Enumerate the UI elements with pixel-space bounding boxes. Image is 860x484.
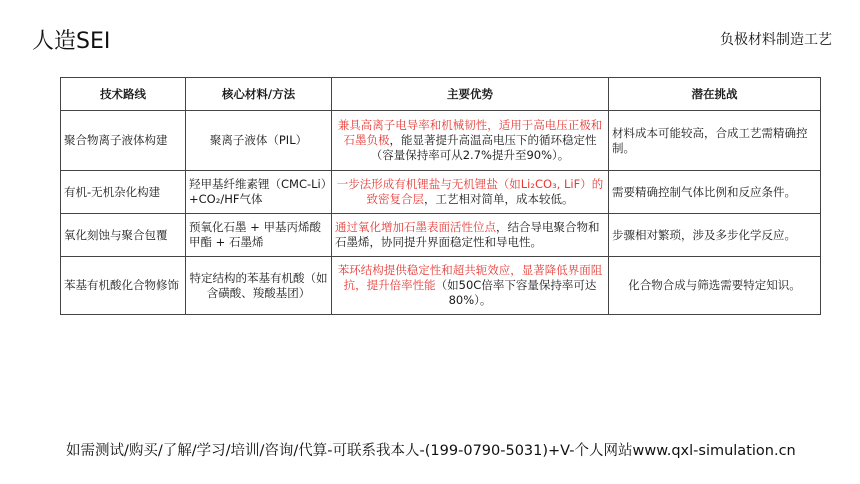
header-advantage: 主要优势 [332,78,609,111]
advantage-highlight: 一步法形成有机锂盐与无机锂盐（如Li₂CO₃, LiF）的致密复合层 [336,177,604,206]
slide-title: 人造SEI [32,29,111,54]
contact-footer: 如需测试/购买/了解/学习/培训/咨询/代算-可联系我本人-(199-0790-5031)+V-个人网站www.qxl-simulation.cn [66,443,796,459]
challenge-cell: 材料成本可能较高，合成工艺需精确控制。 [609,111,821,171]
table-row [61,111,821,171]
advantage-highlight: 通过氧化增加石墨表面活性位点 [335,220,496,234]
advantage-highlight: 苯环结构提供稳定性和超共轭效应，显著降低界面阻抗，提升倍率性能 [337,263,603,292]
table-row [61,171,821,214]
material-cell: 羟甲基纤维素锂（CMC-Li）+CO₂/HF气体 [186,171,332,214]
table-row [61,257,821,315]
challenge-cell: 需要精确控制气体比例和反应条件。 [609,171,821,214]
header-challenge: 潜在挑战 [609,78,821,111]
route-cell: 有机-无机杂化构建 [61,171,186,214]
header-route: 技术路线 [61,78,186,111]
advantage-text: （如50C倍率下容量保持率可达80%）。 [435,278,597,307]
route-cell: 氧化刻蚀与聚合包覆 [61,214,186,257]
route-cell: 聚合物离子液体构建 [61,111,186,171]
table-header-row [61,78,821,111]
advantage-cell [332,257,609,315]
advantage-text: ，能显著提升高温高电压下的循环稳定性（容量保持率可从2.7%提升至90%）。 [370,133,597,162]
advantage-highlight: 兼具高离子电导率和机械韧性，适用于高电压正极和石墨负极 [337,118,603,147]
comparison-table [60,77,821,315]
material-cell: 特定结构的苯基有机酸（如含磺酸、羧酸基团） [186,257,332,315]
route-cell: 苯基有机酸化合物修饰 [61,257,186,315]
slide-subject: 负极材料制造工艺 [720,32,832,48]
advantage-text: ，结合导电聚合物和石墨烯，协同提升界面稳定性和导电性。 [335,220,600,249]
advantage-cell [332,214,609,257]
table-row [61,214,821,257]
challenge-cell: 化合物合成与筛选需要特定知识。 [609,257,821,315]
material-cell: 聚离子液体（PIL） [186,111,332,171]
advantage-cell [332,171,609,214]
challenge-cell: 步骤相对繁琐，涉及多步化学反应。 [609,214,821,257]
advantage-cell [332,111,609,171]
material-cell: 预氧化石墨 + 甲基丙烯酸甲酯 + 石墨烯 [186,214,332,257]
advantage-text: ，工艺相对简单，成本较低。 [424,192,574,206]
header-material: 核心材料/方法 [186,78,332,111]
